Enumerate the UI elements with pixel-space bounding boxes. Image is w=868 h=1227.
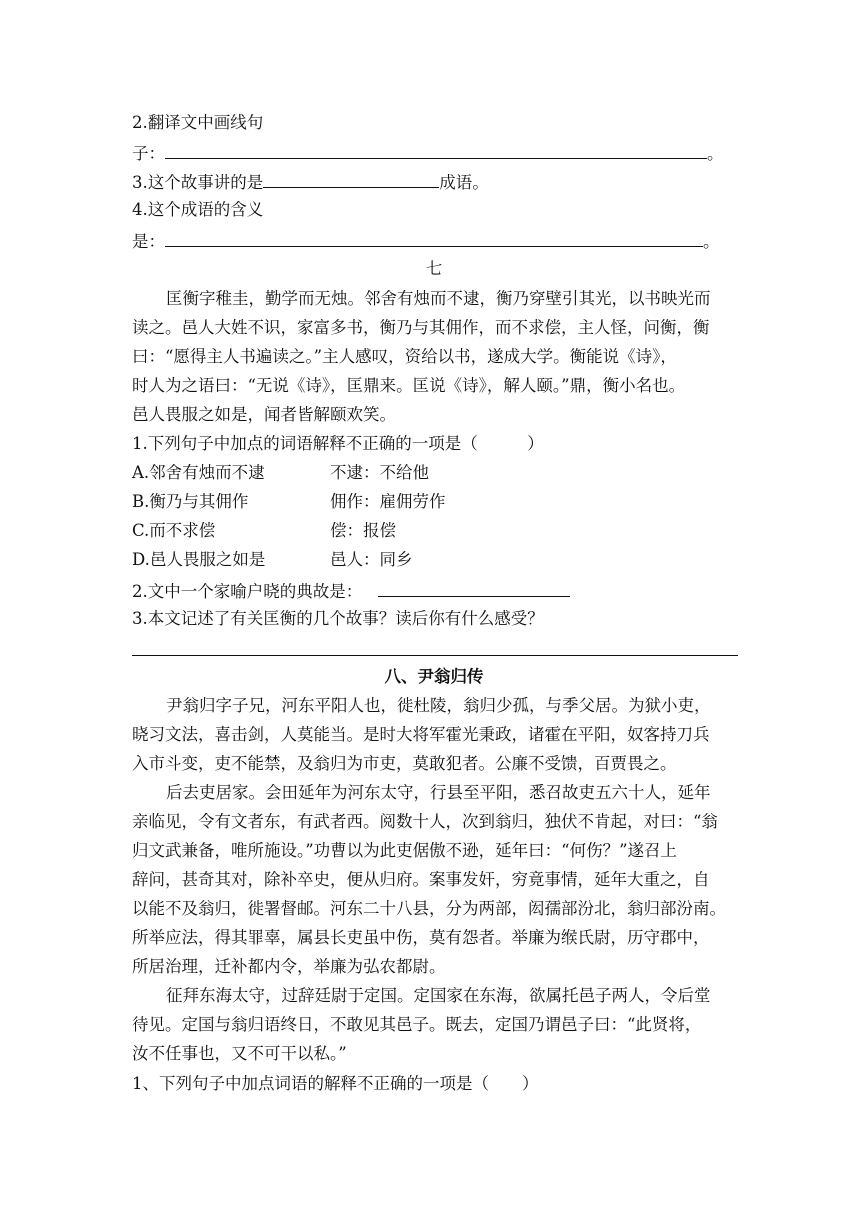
option-b[interactable]: B.衡乃与其佣作 佣作：雇佣劳作 bbox=[132, 492, 446, 511]
passage-line: 曰：“愿得主人书遍读之。”主人感叹，资给以书，遂成大学。衡能说《诗》， bbox=[132, 347, 677, 366]
passage-line: 所居治理，迁补都内令，举廉为弘农都尉。 bbox=[132, 957, 446, 976]
passage-line: 所举应法，得其罪辜，属县长吏虽中伤，莫有怨者。举廉为缑氏尉，历守郡中， bbox=[132, 928, 710, 947]
passage-line: 晓习文法，喜击剑，人莫能当。是时大将军霍光秉政，诸霍在平阳，奴客持刀兵 bbox=[132, 725, 710, 744]
passage-line: 以能不及翁归，徙署督邮。河东二十八县，分为两部，闳孺部汾北，翁归部汾南。 bbox=[132, 899, 726, 918]
question-7-2: 2.文中一个家喻户晓的典故是： bbox=[132, 579, 570, 603]
answer-blank[interactable] bbox=[263, 170, 439, 188]
passage-line: 尹翁归字子兄，河东平阳人也，徙杜陵，翁归少孤，与季父居。为狱小吏， bbox=[166, 696, 711, 715]
passage-line: 辞问，甚奇其对，除补卒史，便从归府。案事发奸，穷竟事情，延年大重之，自 bbox=[132, 870, 710, 889]
question-6-2-line1: 2.翻译文中画线句 bbox=[132, 113, 264, 132]
passage-line: 读之。邑人大姓不识，家富多书，衡乃与其佣作，而不求偿，主人怪，问衡，衡 bbox=[132, 318, 710, 337]
option-c[interactable]: C.而不求偿 偿：报偿 bbox=[132, 521, 396, 540]
question-7-1: 1.下列句子中加点的词语解释不正确的一项是（ ） bbox=[132, 434, 544, 453]
answer-blank[interactable] bbox=[165, 141, 707, 159]
question-8-1: 1、下列句子中加点词语的解释不正确的一项是（ ） bbox=[132, 1074, 539, 1093]
question-6-4-line1: 4.这个成语的含义 bbox=[132, 200, 264, 219]
passage-line: 时人为之语曰：“无说《诗》，匡鼎来。匡说《诗》，解人颐。”鼎，衡小名也。 bbox=[132, 376, 686, 395]
passage-line: 入市斗变，吏不能禁，及翁归为市吏，莫敢犯者。公廉不受馈，百贾畏之。 bbox=[132, 754, 677, 773]
option-d[interactable]: D.邑人畏服之如是 邑人：同乡 bbox=[132, 550, 413, 569]
answer-blank[interactable] bbox=[378, 579, 570, 597]
question-7-3: 3.本文记述了有关匡衡的几个故事？读后你有什么感受？ bbox=[132, 609, 544, 628]
passage-line: 归文武兼备，唯所施设。”功曹以为此吏倨傲不逊，延年曰：“何伤？”遂召上 bbox=[132, 841, 678, 860]
passage-line: 邑人畏服之如是，闻者皆解颐欢笑。 bbox=[132, 405, 396, 424]
question-6-2-line2: 子： 。 bbox=[132, 141, 724, 165]
section-7-heading: 七 bbox=[425, 259, 443, 278]
passage-line: 匡衡字稚圭，勤学而无烛。邻舍有烛而不逮，衡乃穿壁引其光，以书映光而 bbox=[166, 289, 711, 308]
passage-line: 亲临见，令有文者东，有武者西。阅数十人，次到翁归，独伏不肯起，对曰：“翁 bbox=[132, 812, 718, 831]
passage-line: 待见。定国与翁归语终日，不敢见其邑子。既去，定国乃谓邑子曰：“此贤将， bbox=[132, 1015, 702, 1034]
passage-line: 后去吏居家。会田延年为河东太守，行县至平阳，悉召故吏五六十人，延年 bbox=[166, 783, 711, 802]
answer-blank[interactable] bbox=[165, 229, 703, 247]
option-a[interactable]: A.邻舍有烛而不逮 不逮：不给他 bbox=[132, 463, 429, 482]
passage-line: 汝不任事也，又不可干以私。” bbox=[132, 1044, 347, 1063]
section-8-heading: 八、尹翁归传 bbox=[384, 667, 484, 686]
answer-line[interactable] bbox=[132, 655, 738, 656]
question-6-3: 3.这个故事讲的是 成语。 bbox=[132, 170, 489, 194]
passage-line: 征拜东海太守，过辞廷尉于定国。定国家在东海，欲属托邑子两人，令后堂 bbox=[166, 986, 711, 1005]
question-6-4-line2: 是： 。 bbox=[132, 229, 720, 253]
